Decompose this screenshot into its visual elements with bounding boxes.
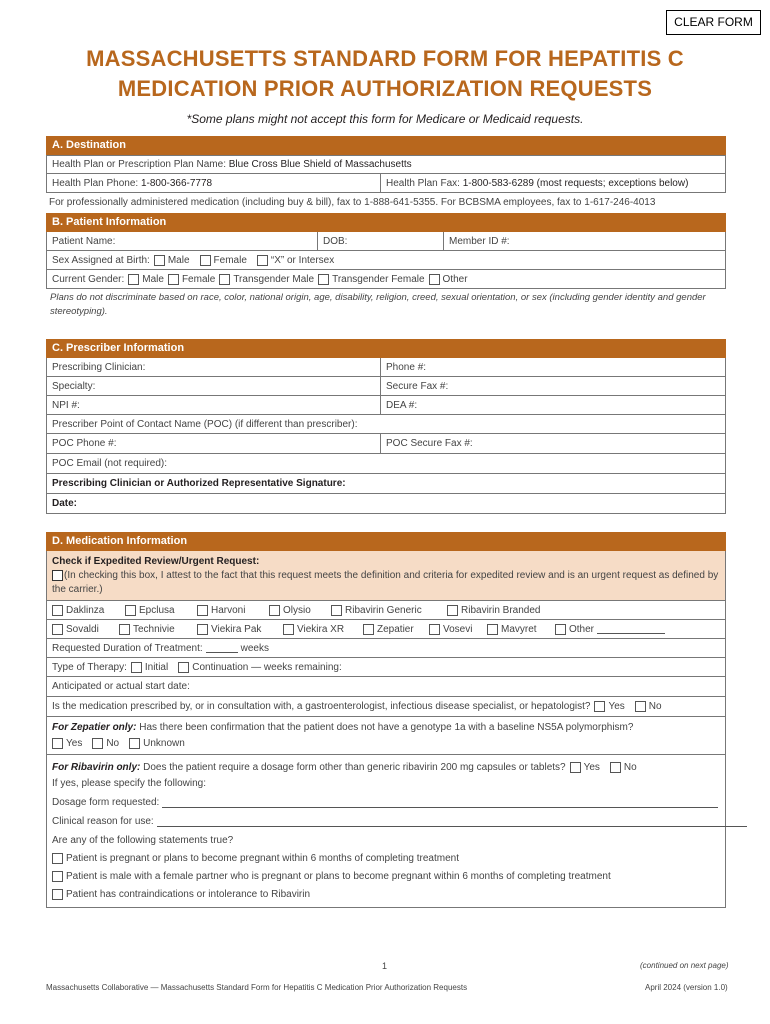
med-sovaldi-label: Sovaldi xyxy=(66,623,99,635)
med-ribavirin-branded-checkbox[interactable] xyxy=(447,605,458,616)
sex-female-label: Female xyxy=(213,254,247,266)
med-harvoni-label: Harvoni xyxy=(211,604,246,616)
gender-trans-male-label: Transgender Male xyxy=(233,273,315,285)
statement-male-partner xyxy=(52,871,611,882)
expedited-text: (In checking this box, I attest to the fact that this request meets the definition and criteria for expedited review and is an urgent request as defined by the carrier.) xyxy=(52,570,719,595)
member-id-field[interactable] xyxy=(443,232,727,250)
specialist-question xyxy=(47,697,727,716)
poc-name-row xyxy=(46,415,726,434)
secure-fax-field[interactable] xyxy=(380,377,727,395)
clear-form-button[interactable]: CLEAR FORM xyxy=(666,10,761,35)
plan-phone-label: Health Plan Phone: xyxy=(52,177,139,189)
start-date-row xyxy=(46,677,726,697)
sex-at-birth-group xyxy=(47,251,727,269)
statement-contraindications-text: Patient has contraindications or intolerance to Ribavirin xyxy=(66,889,311,900)
specialty-label: Specialty: xyxy=(52,380,96,392)
duration-input[interactable] xyxy=(206,643,238,653)
signature-row xyxy=(46,474,726,494)
ribavirin-bold-label: For Ribavirin only: xyxy=(52,762,141,773)
ribavirin-question-text: Does the patient require a dosage form other than generic ribavirin 200 mg capsules or tablets? xyxy=(143,762,566,773)
med-zepatier-checkbox[interactable] xyxy=(363,624,374,635)
med-harvoni-checkbox[interactable] xyxy=(197,605,208,616)
med-other-input[interactable] xyxy=(597,624,665,634)
ribavirin-yes-checkbox[interactable] xyxy=(570,762,581,773)
ribavirin-no-checkbox[interactable] xyxy=(610,762,621,773)
specialist-row xyxy=(46,697,726,717)
nondiscrimination-note: Plans do not discriminate based on race, color, national origin, age, disability, religion, creed, sexual orientation, or sex (including gender identity and gender stereotyping). xyxy=(50,292,706,317)
plan-name-value: Blue Cross Blue Shield of Massachusetts xyxy=(228,159,412,170)
poc-email-row xyxy=(46,454,726,474)
zepatier-options xyxy=(52,738,195,749)
med-other-checkbox[interactable] xyxy=(555,624,566,635)
statement-male-partner-text: Patient is male with a female partner who is pregnant or plans to become pregnant within 6 months of completing treatment xyxy=(66,871,611,882)
member-id-label: Member ID #: xyxy=(449,235,510,247)
poc-fax-label: POC Secure Fax #: xyxy=(386,438,473,449)
med-mavyret-checkbox[interactable] xyxy=(487,624,498,635)
med-vosevi-checkbox[interactable] xyxy=(429,624,440,635)
patient-row xyxy=(46,232,726,251)
med-olysio-label: Olysio xyxy=(283,604,311,616)
patient-name-field[interactable] xyxy=(47,232,317,250)
poc-name-label: Prescriber Point of Contact Name (POC) (if different than prescriber): xyxy=(52,418,358,430)
med-daklinza-label: Daklinza xyxy=(66,604,105,616)
specialist-no-label: No xyxy=(648,701,662,712)
therapy-continuation-checkbox[interactable] xyxy=(178,662,189,673)
duration-unit: weeks xyxy=(240,642,269,654)
statements-question: Are any of the following statements true? xyxy=(52,835,234,846)
clinical-reason-field xyxy=(52,816,750,827)
date-label: Date: xyxy=(52,498,78,509)
zepatier-bold-label: For Zepatier only: xyxy=(52,722,137,733)
statement-male-partner-checkbox[interactable] xyxy=(52,871,63,882)
plan-name-row xyxy=(46,155,726,174)
professional-fax-note: For professionally administered medication (including buy & bill), fax to 1-888-641-5355. For BCBSMA employees, fax to 1-617-246-4013 xyxy=(49,197,656,208)
statement-contraindications-checkbox[interactable] xyxy=(52,889,63,900)
zepatier-no-label: No xyxy=(106,738,120,749)
sex-x-checkbox[interactable] xyxy=(257,255,268,266)
dosage-form-label: Dosage form requested: xyxy=(52,797,160,808)
statement-contraindications xyxy=(52,889,310,900)
npi-label: NPI #: xyxy=(52,399,80,411)
zepatier-row xyxy=(46,717,726,755)
poc-name-field[interactable] xyxy=(47,415,727,433)
zepatier-unknown-checkbox[interactable] xyxy=(129,738,140,749)
meds-row-1 xyxy=(46,601,726,620)
med-mavyret-label: Mavyret xyxy=(501,623,537,635)
current-gender-group xyxy=(47,270,727,288)
start-date-label: Anticipated or actual start date: xyxy=(52,681,190,692)
signature-label: Prescribing Clinician or Authorized Representative Signature: xyxy=(52,478,346,489)
page-number: 1 xyxy=(382,961,388,971)
poc-fax-field[interactable] xyxy=(380,434,727,453)
if-yes-note: If yes, please specify the following: xyxy=(52,778,206,789)
dea-label: DEA #: xyxy=(386,399,418,411)
footer-title: Massachusetts Collaborative — Massachusetts Standard Form for Hepatitis C Medication Prior Authorization Requests xyxy=(46,983,468,992)
expedited-title: Check if Expedited Review/Urgent Request: xyxy=(52,556,260,567)
section-d-header: D. Medication Information xyxy=(46,532,726,551)
gender-trans-male-checkbox[interactable] xyxy=(219,274,230,285)
clinician-row xyxy=(46,358,726,377)
zepatier-question xyxy=(52,722,633,733)
med-viekira-xr-label: Viekira XR xyxy=(297,623,345,635)
section-b-header: B. Patient Information xyxy=(46,213,726,232)
poc-phone-label: POC Phone #: xyxy=(52,438,117,449)
date-row xyxy=(46,494,726,514)
dosage-form-field xyxy=(52,797,721,808)
zepatier-yes-checkbox[interactable] xyxy=(52,738,63,749)
therapy-row xyxy=(46,658,726,677)
specialty-field[interactable] xyxy=(47,377,380,395)
duration-label: Requested Duration of Treatment: xyxy=(52,642,203,654)
duration-field xyxy=(47,639,727,657)
ribavirin-question xyxy=(52,762,647,773)
poc-phone-row xyxy=(46,434,726,454)
med-daklinza-checkbox[interactable] xyxy=(52,605,63,616)
gender-row xyxy=(46,270,726,289)
zepatier-yes-label: Yes xyxy=(66,738,83,749)
patient-name-label: Patient Name: xyxy=(52,235,116,247)
gender-male-label: Male xyxy=(142,273,164,285)
med-zepatier-label: Zepatier xyxy=(377,623,414,635)
plan-contact-row xyxy=(46,174,726,193)
plan-fax-field[interactable] xyxy=(380,174,727,192)
specialist-yes-checkbox[interactable] xyxy=(594,701,605,712)
statement-pregnant-text: Patient is pregnant or plans to become pregnant within 6 months of completing treatment xyxy=(66,853,460,864)
phone-field[interactable] xyxy=(380,358,727,376)
meds-group-1 xyxy=(47,601,727,619)
specialist-question-text: Is the medication prescribed by, or in consultation with, a gastroenterologist, infectious disease specialist, or hepatologist? xyxy=(52,701,591,712)
phone-label: Phone #: xyxy=(386,361,427,373)
med-technivie-checkbox[interactable] xyxy=(119,624,130,635)
continued-note: (continued on next page) xyxy=(640,961,729,970)
section-c-header: C. Prescriber Information xyxy=(46,339,726,358)
gender-male-checkbox[interactable] xyxy=(128,274,139,285)
specialist-no-checkbox[interactable] xyxy=(635,701,646,712)
plan-name-field[interactable] xyxy=(47,156,727,173)
duration-row xyxy=(46,639,726,658)
npi-row xyxy=(46,396,726,415)
therapy-label: Type of Therapy: xyxy=(52,661,127,673)
plan-phone-value: 1-800-366-7778 xyxy=(140,177,213,189)
therapy-initial-label: Initial xyxy=(144,661,169,673)
gender-female-checkbox[interactable] xyxy=(168,274,179,285)
page-title-line2: MEDICATION PRIOR AUTHORIZATION REQUESTS xyxy=(117,76,653,101)
gender-trans-female-checkbox[interactable] xyxy=(318,274,329,285)
poc-email-field[interactable] xyxy=(47,454,727,473)
meds-row-2 xyxy=(46,620,726,639)
plan-phone-field[interactable] xyxy=(47,174,380,192)
med-vosevi-label: Vosevi xyxy=(443,623,473,635)
npi-field[interactable] xyxy=(47,396,380,414)
zepatier-unknown-label: Unknown xyxy=(143,738,185,749)
clinician-label: Prescribing Clinician: xyxy=(52,361,146,373)
sex-male-checkbox[interactable] xyxy=(154,255,165,266)
clinician-field[interactable] xyxy=(47,358,380,376)
med-epclusa-checkbox[interactable] xyxy=(125,605,136,616)
specialty-row xyxy=(46,377,726,396)
footer-version: April 2024 (version 1.0) xyxy=(645,983,728,992)
zepatier-no-checkbox[interactable] xyxy=(92,738,103,749)
clinical-reason-input[interactable] xyxy=(157,817,747,827)
statement-pregnant xyxy=(52,853,459,864)
ribavirin-yes-label: Yes xyxy=(583,762,600,773)
med-viekira-pak-checkbox[interactable] xyxy=(197,624,208,635)
gender-other-checkbox[interactable] xyxy=(429,274,440,285)
poc-phone-field[interactable] xyxy=(47,434,380,453)
med-ribavirin-generic-checkbox[interactable] xyxy=(331,605,342,616)
med-ribavirin-branded-label: Ribavirin Branded xyxy=(461,604,541,616)
ribavirin-no-label: No xyxy=(623,762,637,773)
sex-row xyxy=(46,251,726,270)
secure-fax-label: Secure Fax #: xyxy=(386,380,449,392)
plan-fax-label: Health Plan Fax: xyxy=(386,177,460,189)
plan-name-label: Health Plan or Prescription Plan Name: xyxy=(52,159,226,170)
med-viekira-xr-checkbox[interactable] xyxy=(283,624,294,635)
start-date-field[interactable] xyxy=(47,677,727,696)
expedited-review-box xyxy=(46,551,726,601)
med-olysio-checkbox[interactable] xyxy=(269,605,280,616)
date-field[interactable] xyxy=(47,494,727,513)
page-title-line1: MASSACHUSETTS STANDARD FORM FOR HEPATITIS C xyxy=(86,46,684,71)
gender-label: Current Gender: xyxy=(52,273,125,285)
gender-other-label: Other xyxy=(442,273,468,285)
dea-field[interactable] xyxy=(380,396,727,414)
subtitle: *Some plans might not accept this form for Medicare or Medicaid requests. xyxy=(186,112,584,126)
gender-trans-female-label: Transgender Female xyxy=(332,273,425,285)
med-ribavirin-generic-label: Ribavirin Generic xyxy=(345,604,422,616)
sex-x-label: “X” or Intersex xyxy=(270,254,335,266)
therapy-initial-checkbox[interactable] xyxy=(131,662,142,673)
section-a-header: A. Destination xyxy=(46,136,726,155)
plan-fax-value: 1-800-583-6289 (most requests; exceptions below) xyxy=(462,177,689,189)
therapy-group xyxy=(47,658,727,676)
poc-email-label: POC Email (not required): xyxy=(52,458,168,469)
med-other-label: Other xyxy=(569,623,595,635)
dob-label: DOB: xyxy=(323,235,348,247)
clinical-reason-label: Clinical reason for use: xyxy=(52,816,154,827)
therapy-continuation-label: Continuation — weeks remaining: xyxy=(192,661,342,673)
med-technivie-label: Technivie xyxy=(133,623,175,635)
sex-label: Sex Assigned at Birth: xyxy=(52,254,150,266)
gender-female-label: Female xyxy=(181,273,216,285)
ribavirin-block xyxy=(46,755,726,908)
med-sovaldi-checkbox[interactable] xyxy=(52,624,63,635)
dosage-form-input[interactable] xyxy=(162,798,718,808)
expedited-checkbox[interactable] xyxy=(52,570,63,581)
specialist-yes-label: Yes xyxy=(608,701,625,712)
statement-pregnant-checkbox[interactable] xyxy=(52,853,63,864)
signature-field[interactable] xyxy=(47,474,727,493)
med-viekira-pak-label: Viekira Pak xyxy=(211,623,262,635)
med-epclusa-label: Epclusa xyxy=(139,604,175,616)
zepatier-question-text: Has there been confirmation that the patient does not have a genotype 1a with a baseline NS5A polymorphism? xyxy=(139,722,634,733)
dob-field[interactable] xyxy=(317,232,443,250)
meds-group-2 xyxy=(47,620,727,638)
sex-female-checkbox[interactable] xyxy=(200,255,211,266)
sex-male-label: Male xyxy=(167,254,190,266)
